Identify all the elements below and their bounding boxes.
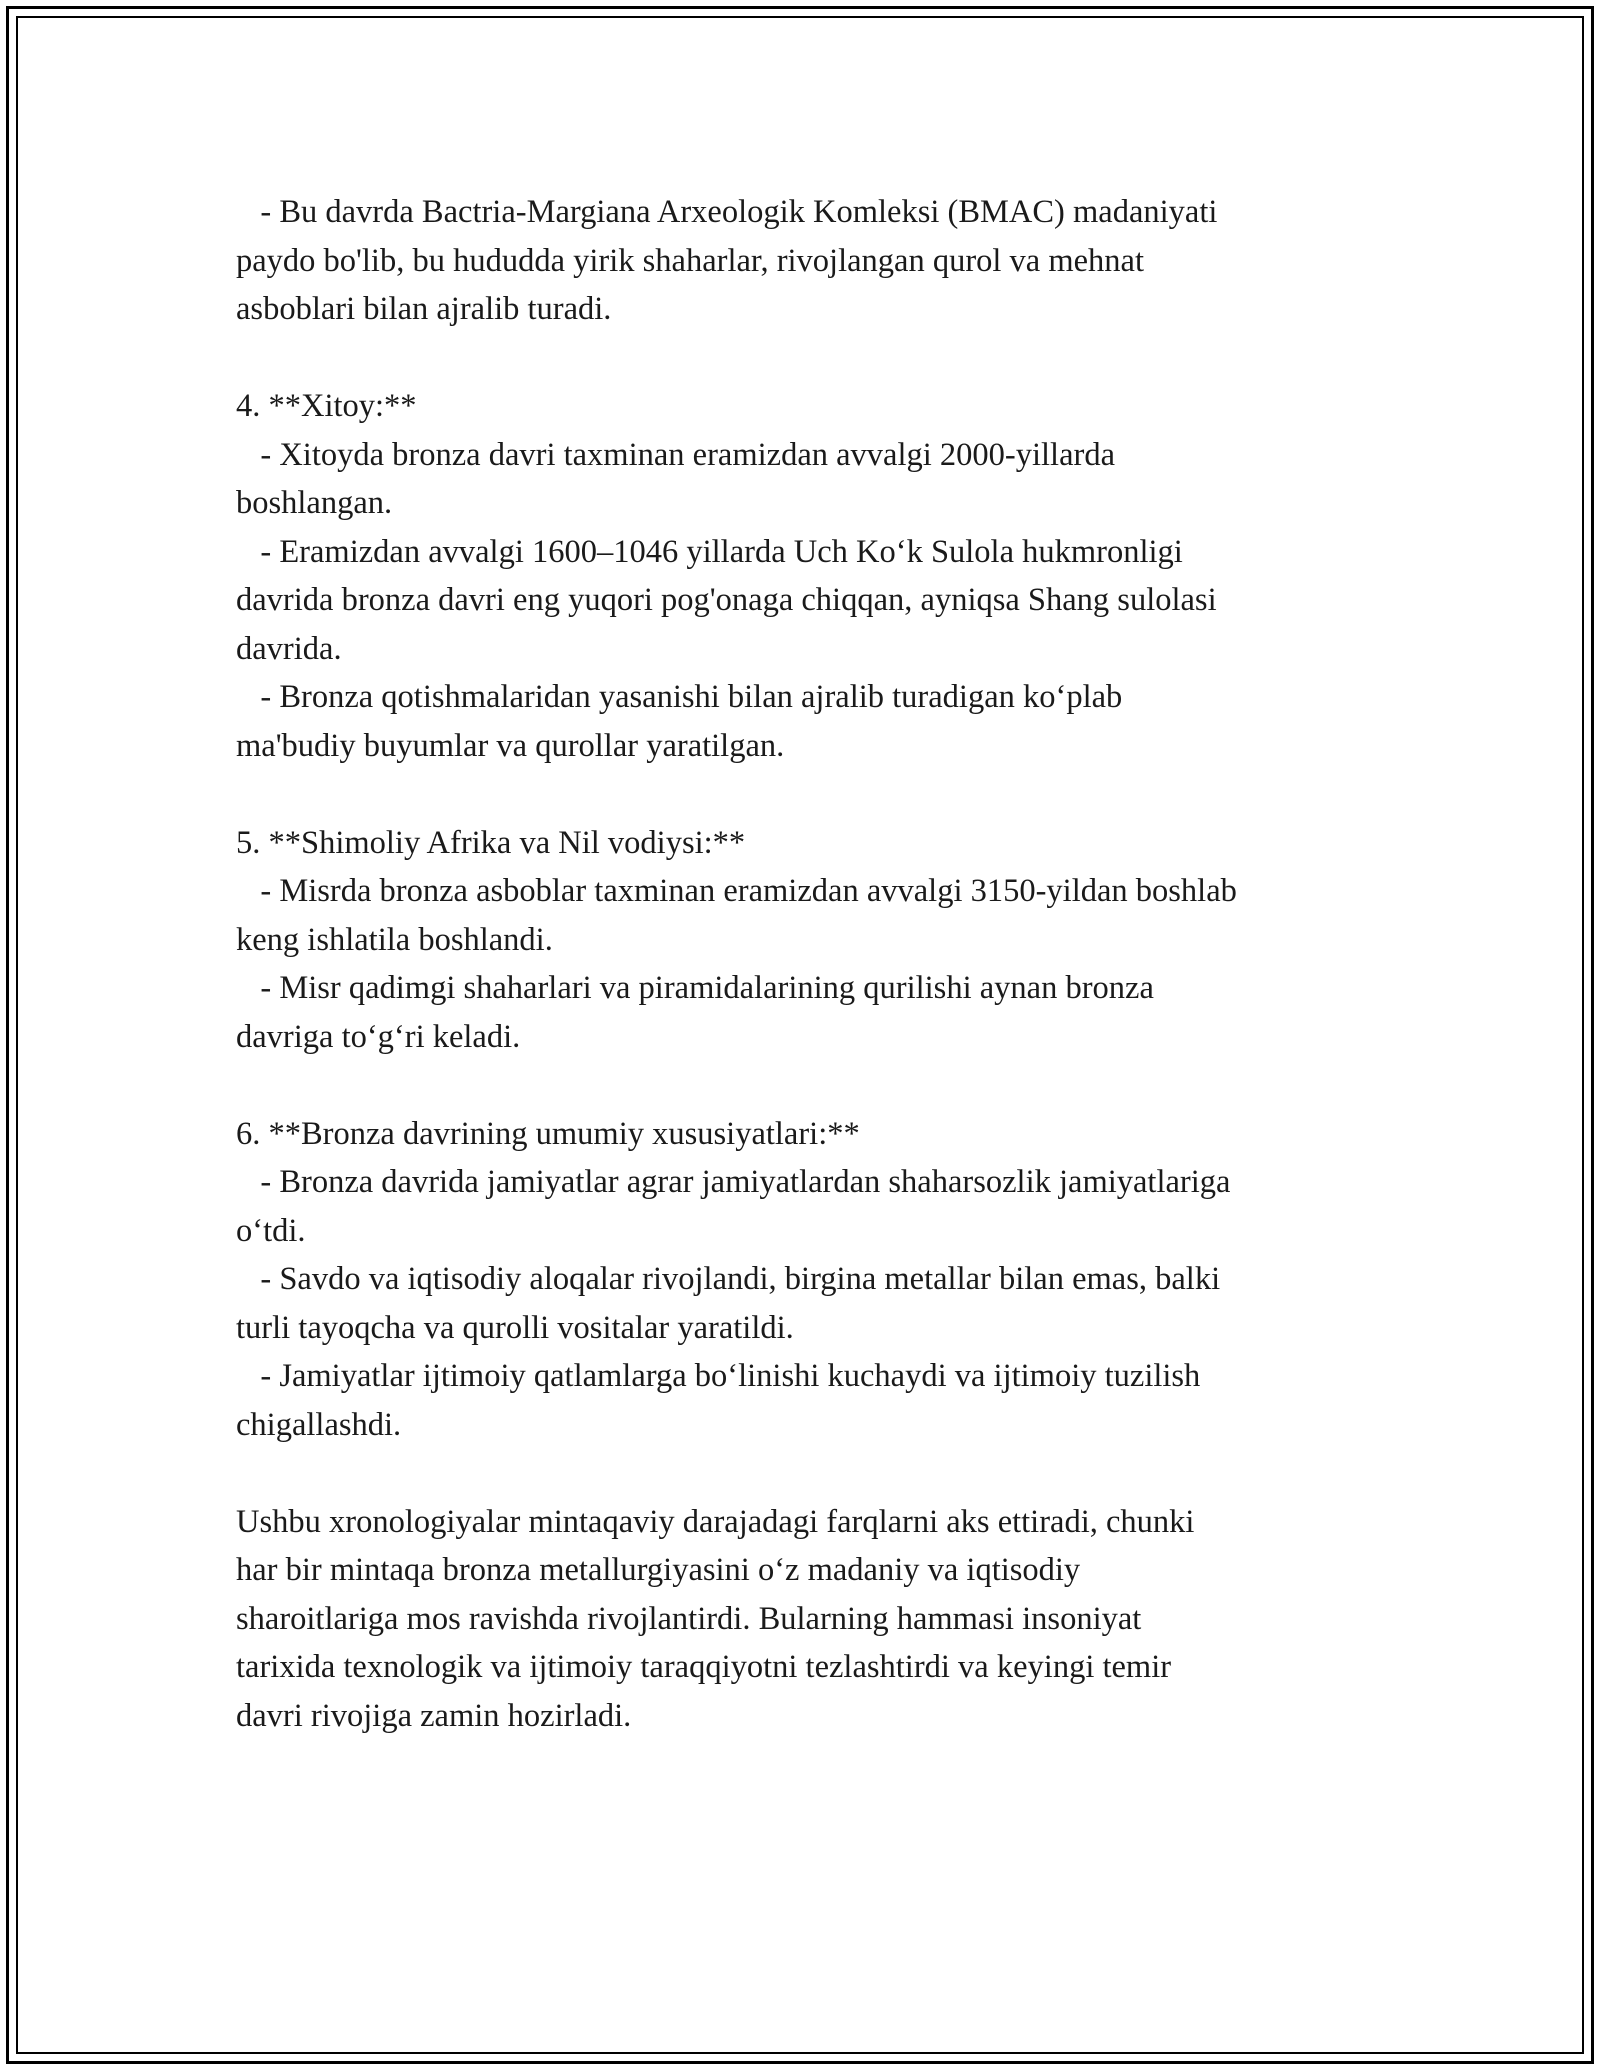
text-line: Ushbu xronologiyalar mintaqaviy darajadagi farqlarni aks ettiradi, chunki (236, 1503, 1195, 1540)
text-line: har bir mintaqa bronza metallurgiyasini o‘z madaniy va iqtisodiy (236, 1552, 1081, 1588)
text-line: turli tayoqcha va qurolli vositalar yaratildi. (236, 1309, 794, 1346)
text-line: davrida bronza davri eng yuqori pog'onaga chiqqan, ayniqsa Shang sulolasi (236, 582, 1217, 618)
text-line: tarixida texnologik va ijtimoiy taraqqiyotni tezlashtirdi va keyingi temir (236, 1649, 1172, 1685)
text-line: o‘tdi. (236, 1212, 306, 1249)
section-umumiy (236, 1110, 1386, 1450)
text-line: - Bronza qotishmalaridan yasanishi bilan ajralib turadigan ko‘plab (236, 679, 1123, 715)
paragraph-conclusion (236, 1498, 1386, 1741)
text-line: - Jamiyatlar ijtimoiy qatlamlarga bo‘linishi kuchaydi va ijtimoiy tuzilish (236, 1358, 1201, 1394)
text-line: sharoitlariga mos ravishda rivojlantirdi. Bularning hammasi insoniyat (236, 1600, 1142, 1637)
paragraph-spacer (236, 334, 1386, 383)
text-line: - Misrda bronza asboblar taxminan eramizdan avvalgi 3150-yildan boshlab (236, 873, 1237, 909)
text-line: - Bu davrda Bactria-Margiana Arxeologik Komleksi (BMAC) madaniyati (236, 194, 1218, 230)
paragraph-spacer (236, 770, 1386, 819)
text-line: asboblari bilan ajralib turadi. (236, 291, 612, 327)
section-heading: 5. **Shimoliy Afrika va Nil vodiysi:** (236, 824, 746, 861)
text-line: boshlangan. (236, 485, 393, 521)
text-line: - Eramizdan avvalgi 1600–1046 yillarda Uch Ko‘k Sulola hukmronligi (236, 533, 1183, 570)
text-line: - Bronza davrida jamiyatlar agrar jamiyatlardan shaharsozlik jamiyatlariga (236, 1164, 1231, 1200)
section-heading: 6. **Bronza davrining umumiy xususiyatlari:** (236, 1115, 860, 1152)
paragraph-spacer (236, 1449, 1386, 1498)
text-line: - Misr qadimgi shaharlari va piramidalarining qurilishi aynan bronza (236, 970, 1154, 1006)
text-line: - Savdo va iqtisodiy aloqalar rivojlandi, birgina metallar bilan emas, balki (236, 1261, 1221, 1297)
text-line: - Xitoyda bronza davri taxminan eramizdan avvalgi 2000-yillarda (236, 436, 1115, 473)
text-line: paydo bo'lib, bu hududda yirik shaharlar, rivojlangan qurol va mehnat (236, 242, 1145, 279)
document-body (236, 188, 1386, 1740)
section-xitoy (236, 382, 1386, 770)
section-afrika (236, 819, 1386, 1062)
paragraph-spacer (236, 1061, 1386, 1110)
text-line: davrida. (236, 630, 342, 667)
paragraph-bmac-note (236, 188, 1386, 334)
section-heading: 4. **Xitoy:** (236, 388, 417, 424)
text-line: chigallashdi. (236, 1406, 402, 1443)
text-line: keng ishlatila boshlandi. (236, 921, 553, 958)
text-line: davri rivojiga zamin hozirladi. (236, 1697, 632, 1734)
text-line: ma'budiy buyumlar va qurollar yaratilgan. (236, 727, 785, 764)
text-line: davriga to‘g‘ri keladi. (236, 1018, 521, 1055)
